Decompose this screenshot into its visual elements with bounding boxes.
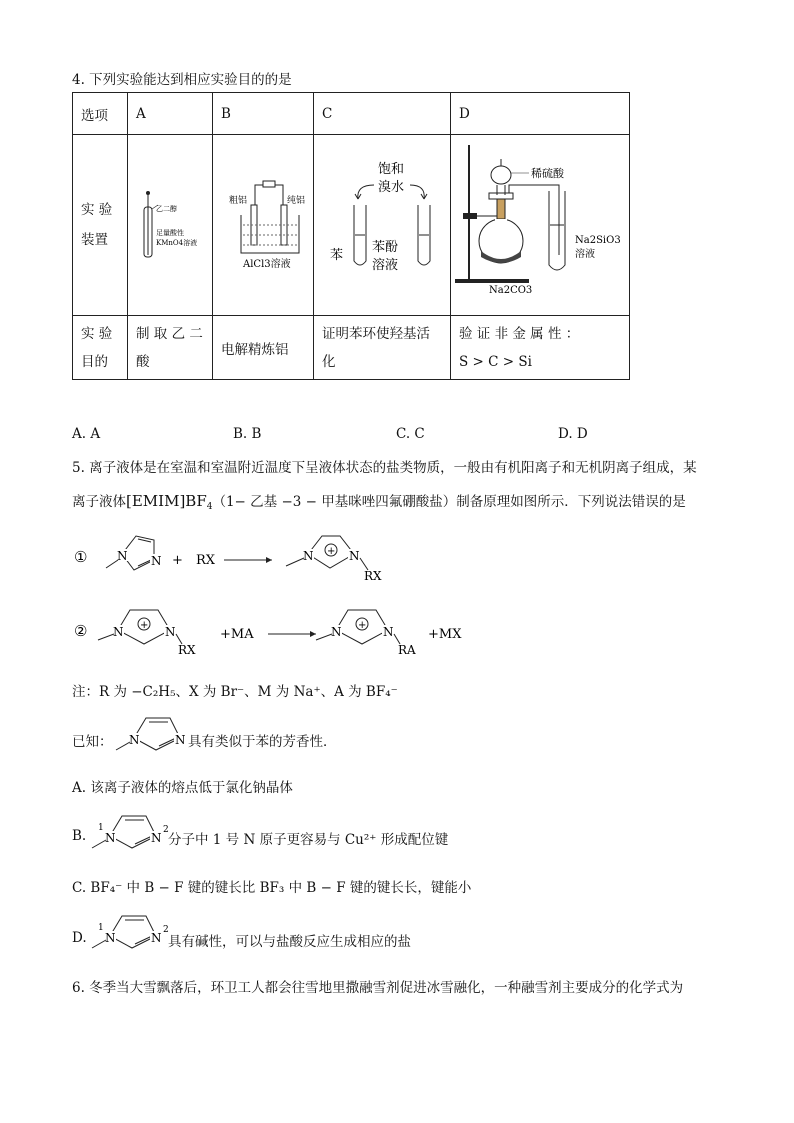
imidazole-structure xyxy=(112,708,192,758)
q5-stem-line2: 离子液体$[EMIM]BF_4(1-$ 乙基 −3 − 甲基咪唑四氟硼酸盐）制备原理如图所示．下列说法错误的是 xyxy=(72,492,686,512)
q5-note: 注：R 为 −C₂H₅、X 为 Br⁻、M 为 Na⁺、A 为 BF₄⁻ xyxy=(72,684,398,700)
svg-text:N: N xyxy=(175,733,186,747)
svg-text:N: N xyxy=(349,549,360,563)
q5-option-d[interactable]: D. N N 1 2 具有碱性，可以与盐酸反应生成相应的盐 xyxy=(72,904,572,954)
svg-text:N: N xyxy=(383,625,394,639)
svg-text:+: + xyxy=(172,553,183,568)
svg-text:Na2CO3: Na2CO3 xyxy=(489,285,533,296)
q4-option-c[interactable]: C. C xyxy=(396,426,425,442)
q5-stem-line1: 5. 离子液体是在室温和室温附近温度下呈液体状态的盐类物质，一般由有机阳离子和无机阴离子组成，某 xyxy=(72,460,697,476)
reaction-1 xyxy=(72,522,492,592)
acidity-comparison-diagram xyxy=(451,135,629,311)
purpose-c: 证明苯环使羟基活 化 xyxy=(314,316,451,380)
header-c: C xyxy=(314,93,451,135)
svg-text:1: 1 xyxy=(98,923,104,933)
header-d: D xyxy=(451,93,630,135)
svg-text:RA: RA xyxy=(398,643,416,657)
svg-text:2: 2 xyxy=(163,825,169,835)
svg-text:乙二醇: 乙二醇 xyxy=(156,205,177,213)
svg-text:足量酸性: 足量酸性 xyxy=(156,229,184,237)
svg-text:1: 1 xyxy=(98,823,104,833)
apparatus-a-diagram xyxy=(128,135,212,311)
svg-text:+MX: +MX xyxy=(428,627,462,642)
svg-text:N: N xyxy=(151,931,162,945)
svg-text:N: N xyxy=(105,831,116,845)
svg-text:KMnO4溶液: KMnO4溶液 xyxy=(156,239,198,247)
svg-text:N: N xyxy=(113,625,124,639)
q5-option-a[interactable]: A. 该离子液体的熔点低于氯化钠晶体 xyxy=(72,780,293,796)
svg-text:N: N xyxy=(331,625,342,639)
svg-text:纯铝: 纯铝 xyxy=(287,196,306,206)
purpose-d: 验 证 非 金 属 性 ： S > C > Si xyxy=(451,316,630,380)
svg-text:苯: 苯 xyxy=(330,248,344,263)
imidazole-numbered-structure xyxy=(88,806,168,856)
svg-text:+: + xyxy=(327,546,336,557)
svg-text:Na2SiO3: Na2SiO3 xyxy=(575,235,621,246)
purpose-a: 制 取 乙 二 酸 xyxy=(128,316,213,380)
row-label-purpose: 实 验 目的 xyxy=(73,316,128,380)
svg-text:①: ① xyxy=(74,548,88,566)
svg-text:+MA: +MA xyxy=(220,627,254,642)
header-option: 选项 xyxy=(73,93,128,135)
bromine-water-diagram xyxy=(314,135,450,311)
svg-text:N: N xyxy=(129,733,140,747)
q4-stem: 4. 下列实验能达到相应实验目的的是 xyxy=(72,72,292,88)
q4-option-d[interactable]: D. D xyxy=(558,426,588,442)
header-b: B xyxy=(213,93,314,135)
setup-c xyxy=(314,135,451,316)
svg-text:RX: RX xyxy=(178,643,196,657)
svg-text:N: N xyxy=(151,554,162,568)
svg-text:②: ② xyxy=(74,622,88,640)
svg-text:稀硫酸: 稀硫酸 xyxy=(531,167,564,180)
svg-text:RX: RX xyxy=(196,553,216,568)
svg-text:AlCl3溶液: AlCl3溶液 xyxy=(243,259,291,270)
svg-text:饱和: 饱和 xyxy=(378,162,405,177)
svg-text:溶液: 溶液 xyxy=(575,249,595,260)
svg-text:RX: RX xyxy=(364,569,382,583)
svg-text:N: N xyxy=(105,931,116,945)
svg-text:N: N xyxy=(165,625,176,639)
header-a: A xyxy=(128,93,213,135)
q4-option-a[interactable]: A. A xyxy=(72,426,101,442)
svg-text:N: N xyxy=(117,549,128,563)
svg-text:溴水: 溴水 xyxy=(378,180,405,195)
reaction-2 xyxy=(72,596,492,668)
svg-text:2: 2 xyxy=(163,925,169,935)
row-label-setup: 实 验 装置 xyxy=(73,135,128,316)
svg-text:苯酚: 苯酚 xyxy=(372,240,399,255)
setup-a xyxy=(128,135,213,316)
svg-text:粗铝: 粗铝 xyxy=(229,196,248,206)
svg-text:溶液: 溶液 xyxy=(372,258,399,273)
svg-text:+: + xyxy=(140,620,149,631)
svg-text:N: N xyxy=(303,549,314,563)
q5-option-b[interactable]: B. N N 1 2 分子中 1 号 N 原子更容易与 Cu²⁺ 形成配位键 xyxy=(72,806,572,856)
q5-option-c[interactable]: C. BF₄⁻ 中 B − F 键的键长比 BF₃ 中 B − F 键的键长长，键能小 xyxy=(72,880,472,896)
q4-table xyxy=(72,92,630,380)
q6-stem: 6. 冬季当大雪飘落后，环卫工人都会往雪地里撒融雪剂促进冰雪融化，一种融雪剂主要成分的化学式为 xyxy=(72,980,684,996)
imidazole-numbered-structure-d xyxy=(88,906,168,956)
purpose-b: 电解精炼铝 xyxy=(213,316,314,380)
electrolysis-diagram xyxy=(213,135,313,311)
svg-text:N: N xyxy=(151,831,162,845)
setup-d xyxy=(451,135,630,316)
q4-option-b[interactable]: B. B xyxy=(233,426,262,442)
setup-b xyxy=(213,135,314,316)
svg-text:+: + xyxy=(358,620,367,631)
